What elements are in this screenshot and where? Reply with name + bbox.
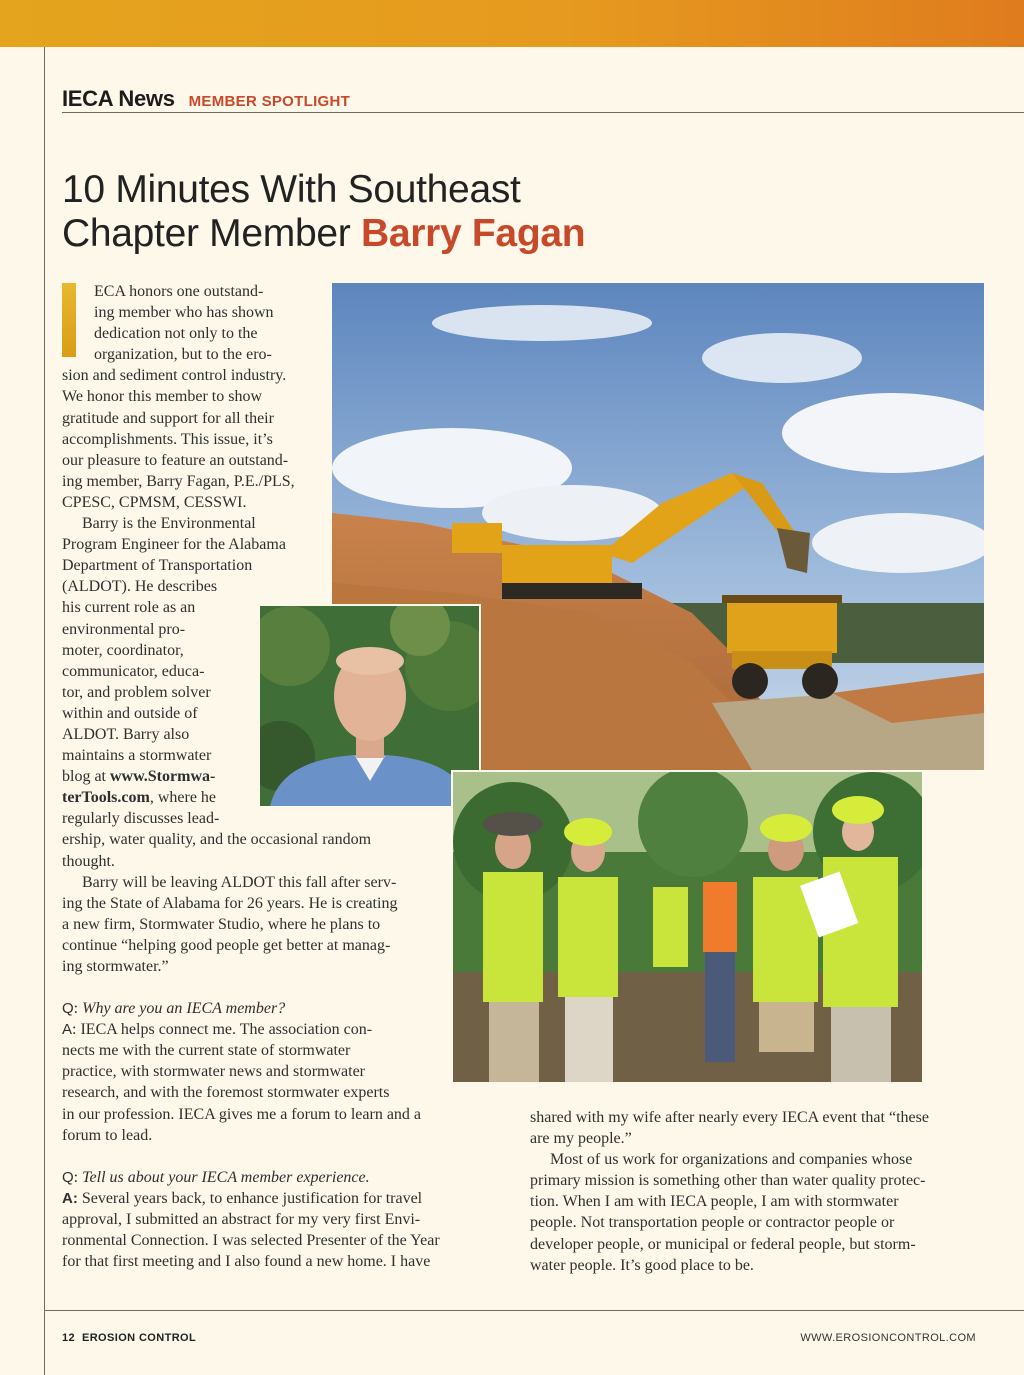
text-line: ing stormwater.” [62,958,169,975]
text-line: accomplishments. This issue, it’s [62,430,273,448]
field-crew-photo [451,770,924,1084]
text-line: our pleasure to feature an outstand- [62,451,289,469]
top-color-band [0,0,1024,47]
blog-prefix: blog at [62,768,110,786]
text-line: ronmental Connection. I was selected Presenter of the Year [62,1232,440,1250]
article-column-2 [530,1107,990,1276]
text-line: dedication not only to the [94,325,258,343]
footer-url[interactable]: WWW.EROSIONCONTROL.COM [800,1332,976,1344]
text-line: Department of Transportation [62,557,253,575]
text-line: ership, water quality, and the occasional random [62,831,372,849]
text-line: environmental pro- [62,620,186,638]
title-line-1: 10 Minutes With Southeast [62,168,521,211]
text-line: water people. It’s good place to be. [530,1256,754,1274]
text-line: forum to lead. [62,1126,153,1144]
text-line [62,1188,502,1209]
barry-fagan-portrait [258,604,481,808]
text-line: (ALDOT). He describes [62,578,218,596]
text-line: Barry is the Environmental [82,515,256,533]
publication-name: EROSION CONTROL [81,1332,197,1344]
text-line: research, and with the foremost stormwater experts [62,1084,390,1102]
footer-rule [44,1310,1024,1311]
text-line: ECA honors one outstand- [94,283,264,300]
text-line: primary mission is something other than water quality protec- [530,1172,926,1190]
text-line: his current role as an [62,599,196,617]
header-rule [62,112,1024,113]
text-line: a new firm, Stormwater Studio, where he plans to [62,915,381,933]
q-label: Q [62,1168,74,1186]
text-line: Barry will be leaving ALDOT this fall after serv- [82,873,397,891]
text-line: moter, coordinator, [62,641,184,659]
blog-link[interactable]: terTools.com [62,789,150,807]
leaving-paragraph [62,872,502,977]
question-2: Q: Tell us about your IECA member experience. [62,1168,370,1186]
a-label: A: [62,1189,78,1207]
qa-2 [62,1167,502,1272]
blog-suffix: , where he [149,789,217,807]
section-subtitle: MEMBER SPOTLIGHT [188,93,351,110]
qa-1 [62,998,502,1146]
question-1: Q: Why are you an IECA member? [62,1000,286,1018]
text-line: are my people.” [530,1130,632,1148]
page-number: 12 [62,1332,76,1344]
answer-text: IECA helps connect me. The association con- [80,1021,373,1039]
text-line: sion and sediment control industry. [62,367,287,385]
text-line: Most of us work for organizations and companies whose [550,1151,913,1169]
text-line: for that first meeting and I also found a new home. I have [62,1253,431,1271]
article-title [62,168,762,256]
q-label: Q [62,1000,74,1018]
text-line: We honor this member to show [62,388,263,406]
text-line: ing the State of Alabama for 26 years. He is creating [62,894,398,912]
a-label: A [62,1021,73,1039]
text-line: ALDOT. Barry also [62,725,190,743]
left-margin-rule [44,47,45,1375]
text-line: shared with my wife after nearly every IECA event that “these [530,1109,929,1126]
text-line: tor, and problem solver [62,683,211,701]
question-text: Tell us about your IECA member experience. [82,1168,370,1186]
text-line: thought. [62,852,115,870]
question-text: Why are you an IECA member? [82,1000,286,1018]
text-line: A: IECA helps connect me. The association con- [62,1021,373,1039]
text-line: ing member, Barry Fagan, P.E./PLS, [62,472,295,490]
drop-cap [62,283,76,357]
section-name: IECA News [62,86,175,111]
text-line: communicator, educa- [62,662,205,680]
text-line: people. Not transportation people or contractor people or [530,1214,895,1232]
text-line: within and outside of [62,704,198,722]
text-line: approval, I submitted an abstract for my very first Envi- [62,1210,421,1228]
text-line: continue “helping good people get better at manag- [62,936,391,954]
section-header [62,86,350,114]
text-line: CPESC, CPMSM, CESSWI. [62,493,247,511]
text-line: Program Engineer for the Alabama [62,536,286,554]
answer-text: Several years back, to enhance justification for travel [81,1189,423,1207]
text-line: tion. When I am with IECA people, I am with stormwater [530,1193,899,1211]
text-line: ing member who has shown [94,304,274,322]
text-line: nects me with the current state of stormwater [62,1042,351,1060]
text-line: practice, with stormwater news and stormwater [62,1063,366,1081]
text-line: gratitude and support for all their [62,409,274,427]
text-line: organization, but to the ero- [94,346,272,364]
title-line-2: Chapter Member [62,212,351,255]
blog-link[interactable]: www.Stormwa- [110,768,216,786]
text-line: in our profession. IECA gives me a forum to learn and a [62,1105,422,1123]
footer-page-info [62,1332,196,1344]
text-line: developer people, or municipal or federal people, but storm- [530,1235,916,1253]
title-name: Barry Fagan [360,212,586,255]
text-line: maintains a stormwater [62,747,212,765]
text-line: regularly discusses lead- [62,810,220,828]
